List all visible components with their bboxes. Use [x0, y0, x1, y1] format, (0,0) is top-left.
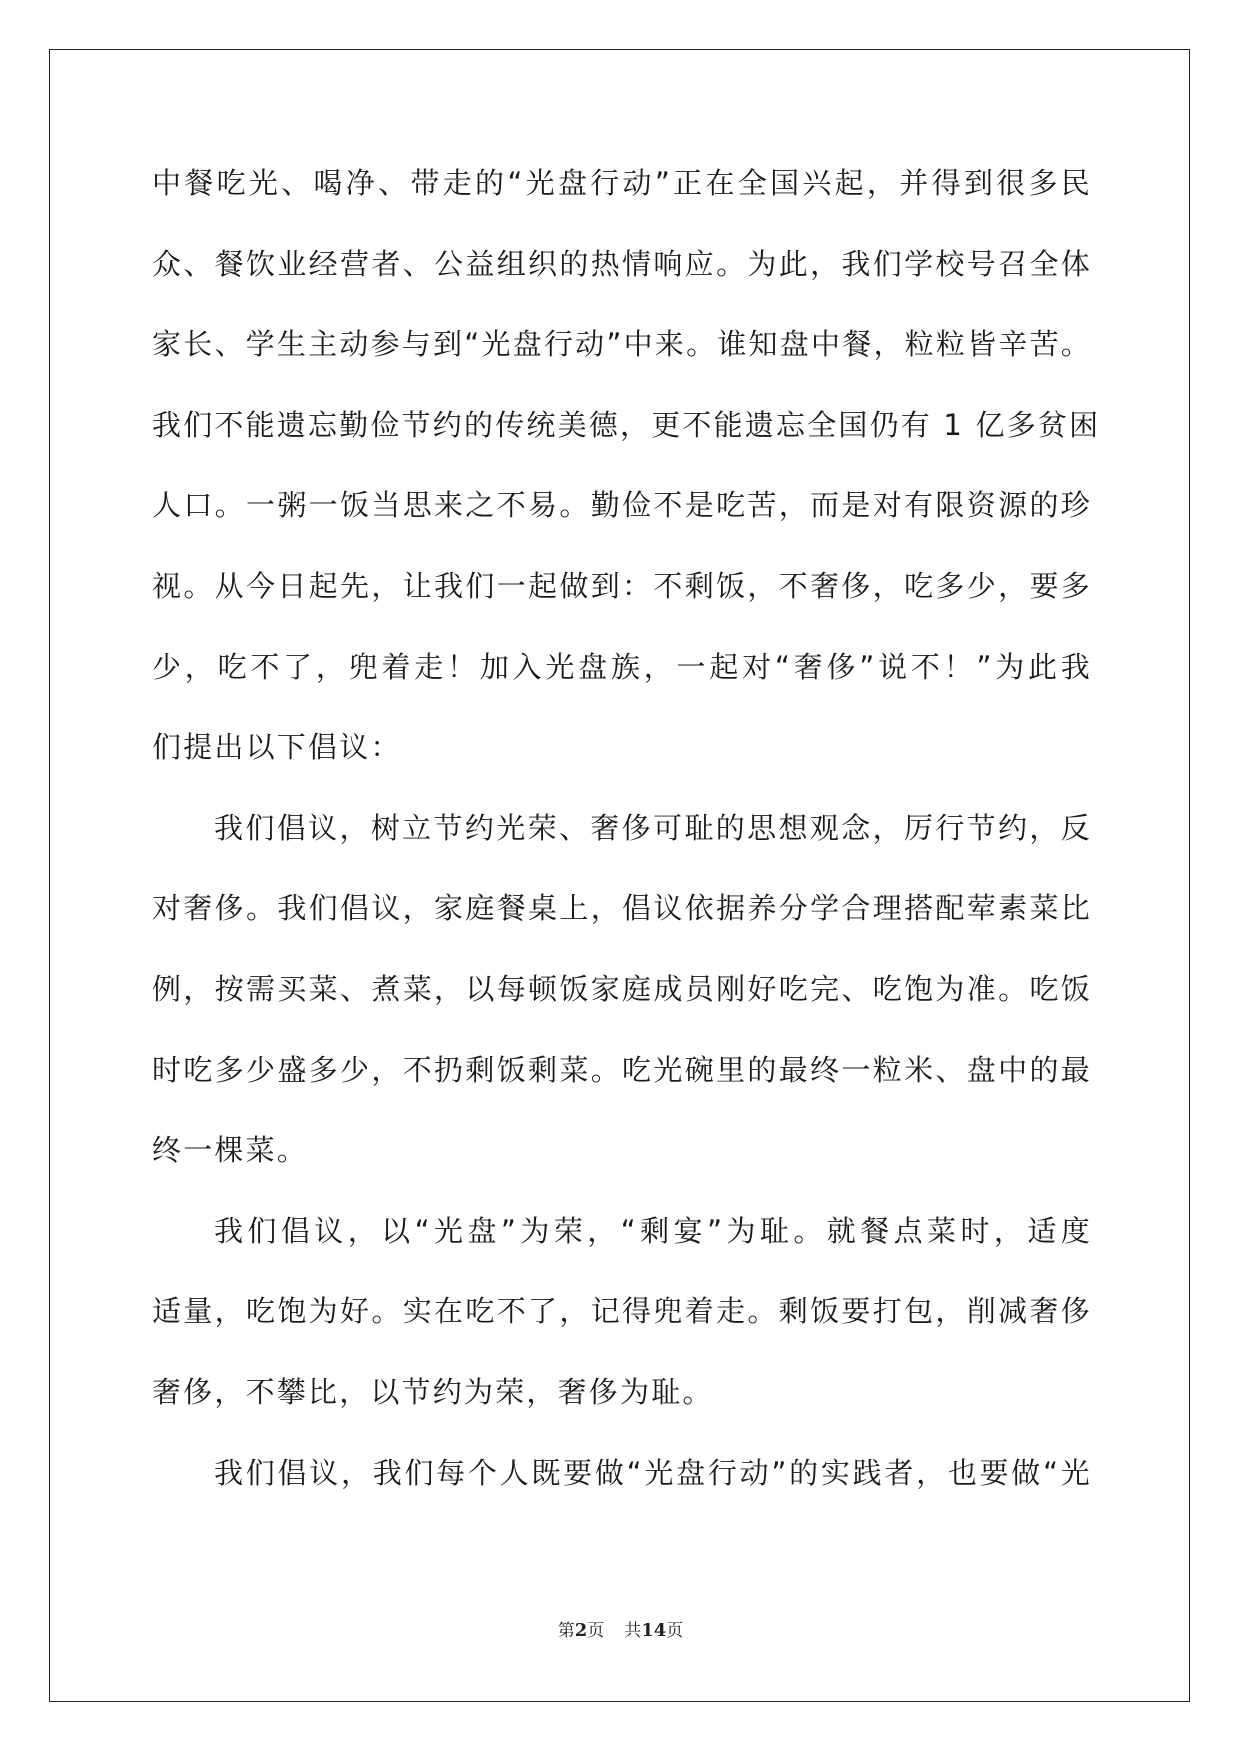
page-footer: [0, 1616, 1241, 1641]
document-body: [152, 160, 1101, 1530]
paragraph-first-line: 我们倡议，我们每个人既要做“光盘行动”的实践者，也要做“光: [214, 1455, 1092, 1490]
paragraph-line: 众、餐饮业经营者、公益组织的热情响应。为此，我们学校号召全体: [152, 246, 1092, 281]
paragraph-line: 我们不能遗忘勤俭节约的传统美德，更不能遗忘全国仍有 1 亿多贫困: [152, 407, 1101, 442]
paragraph-first-line: 我们倡议，以“光盘”为荣，“剩宴”为耻。就餐点菜时，适度: [214, 1213, 1092, 1248]
paragraph-line: 家长、学生主动参与到“光盘行动”中来。谁知盘中餐，粒粒皆辛苦。: [152, 327, 1092, 362]
paragraph-line: 少，吃不了，兜着走！加入光盘族，一起对“奢侈”说不！”为此我: [152, 649, 1092, 684]
paragraph-line: 时吃多少盛多少，不扔剩饭剩菜。吃光碗里的最终一粒米、盘中的最: [152, 1052, 1092, 1087]
paragraph-line: 视。从今日起先，让我们一起做到：不剩饭，不奢侈，吃多少，要多: [152, 568, 1092, 603]
paragraph-line: 例，按需买菜、煮菜，以每顿饭家庭成员刚好吃完、吃饱为准。吃饭: [152, 971, 1092, 1006]
page-number: 2: [574, 1620, 588, 1641]
page-prefix: 第: [557, 1621, 575, 1641]
paragraph-line: 们提出以下倡议：: [152, 730, 402, 765]
page-suffix: 页: [587, 1621, 605, 1641]
paragraph-line: 人口。一粥一饭当思来之不易。勤俭不是吃苦，而是对有限资源的珍: [152, 488, 1092, 523]
total-pages: 14: [641, 1620, 667, 1641]
paragraph-line: 对奢侈。我们倡议，家庭餐桌上，倡议依据养分学合理搭配荤素菜比: [152, 891, 1092, 926]
paragraph-line: 奢侈，不攀比，以节约为荣，奢侈为耻。: [152, 1374, 714, 1409]
total-suffix: 页: [666, 1621, 684, 1641]
paragraph-line: 中餐吃光、喝净、带走的“光盘行动”正在全国兴起，并得到很多民: [152, 166, 1092, 200]
paragraph-first-line: 我们倡议，树立节约光荣、奢侈可耻的思想观念，厉行节约，反: [214, 810, 1092, 845]
paragraph-line: 适量，吃饱为好。实在吃不了，记得兜着走。剩饭要打包，削减奢侈: [152, 1294, 1092, 1329]
total-prefix: 共: [624, 1621, 642, 1641]
paragraph-line: 终一棵菜。: [152, 1133, 309, 1168]
